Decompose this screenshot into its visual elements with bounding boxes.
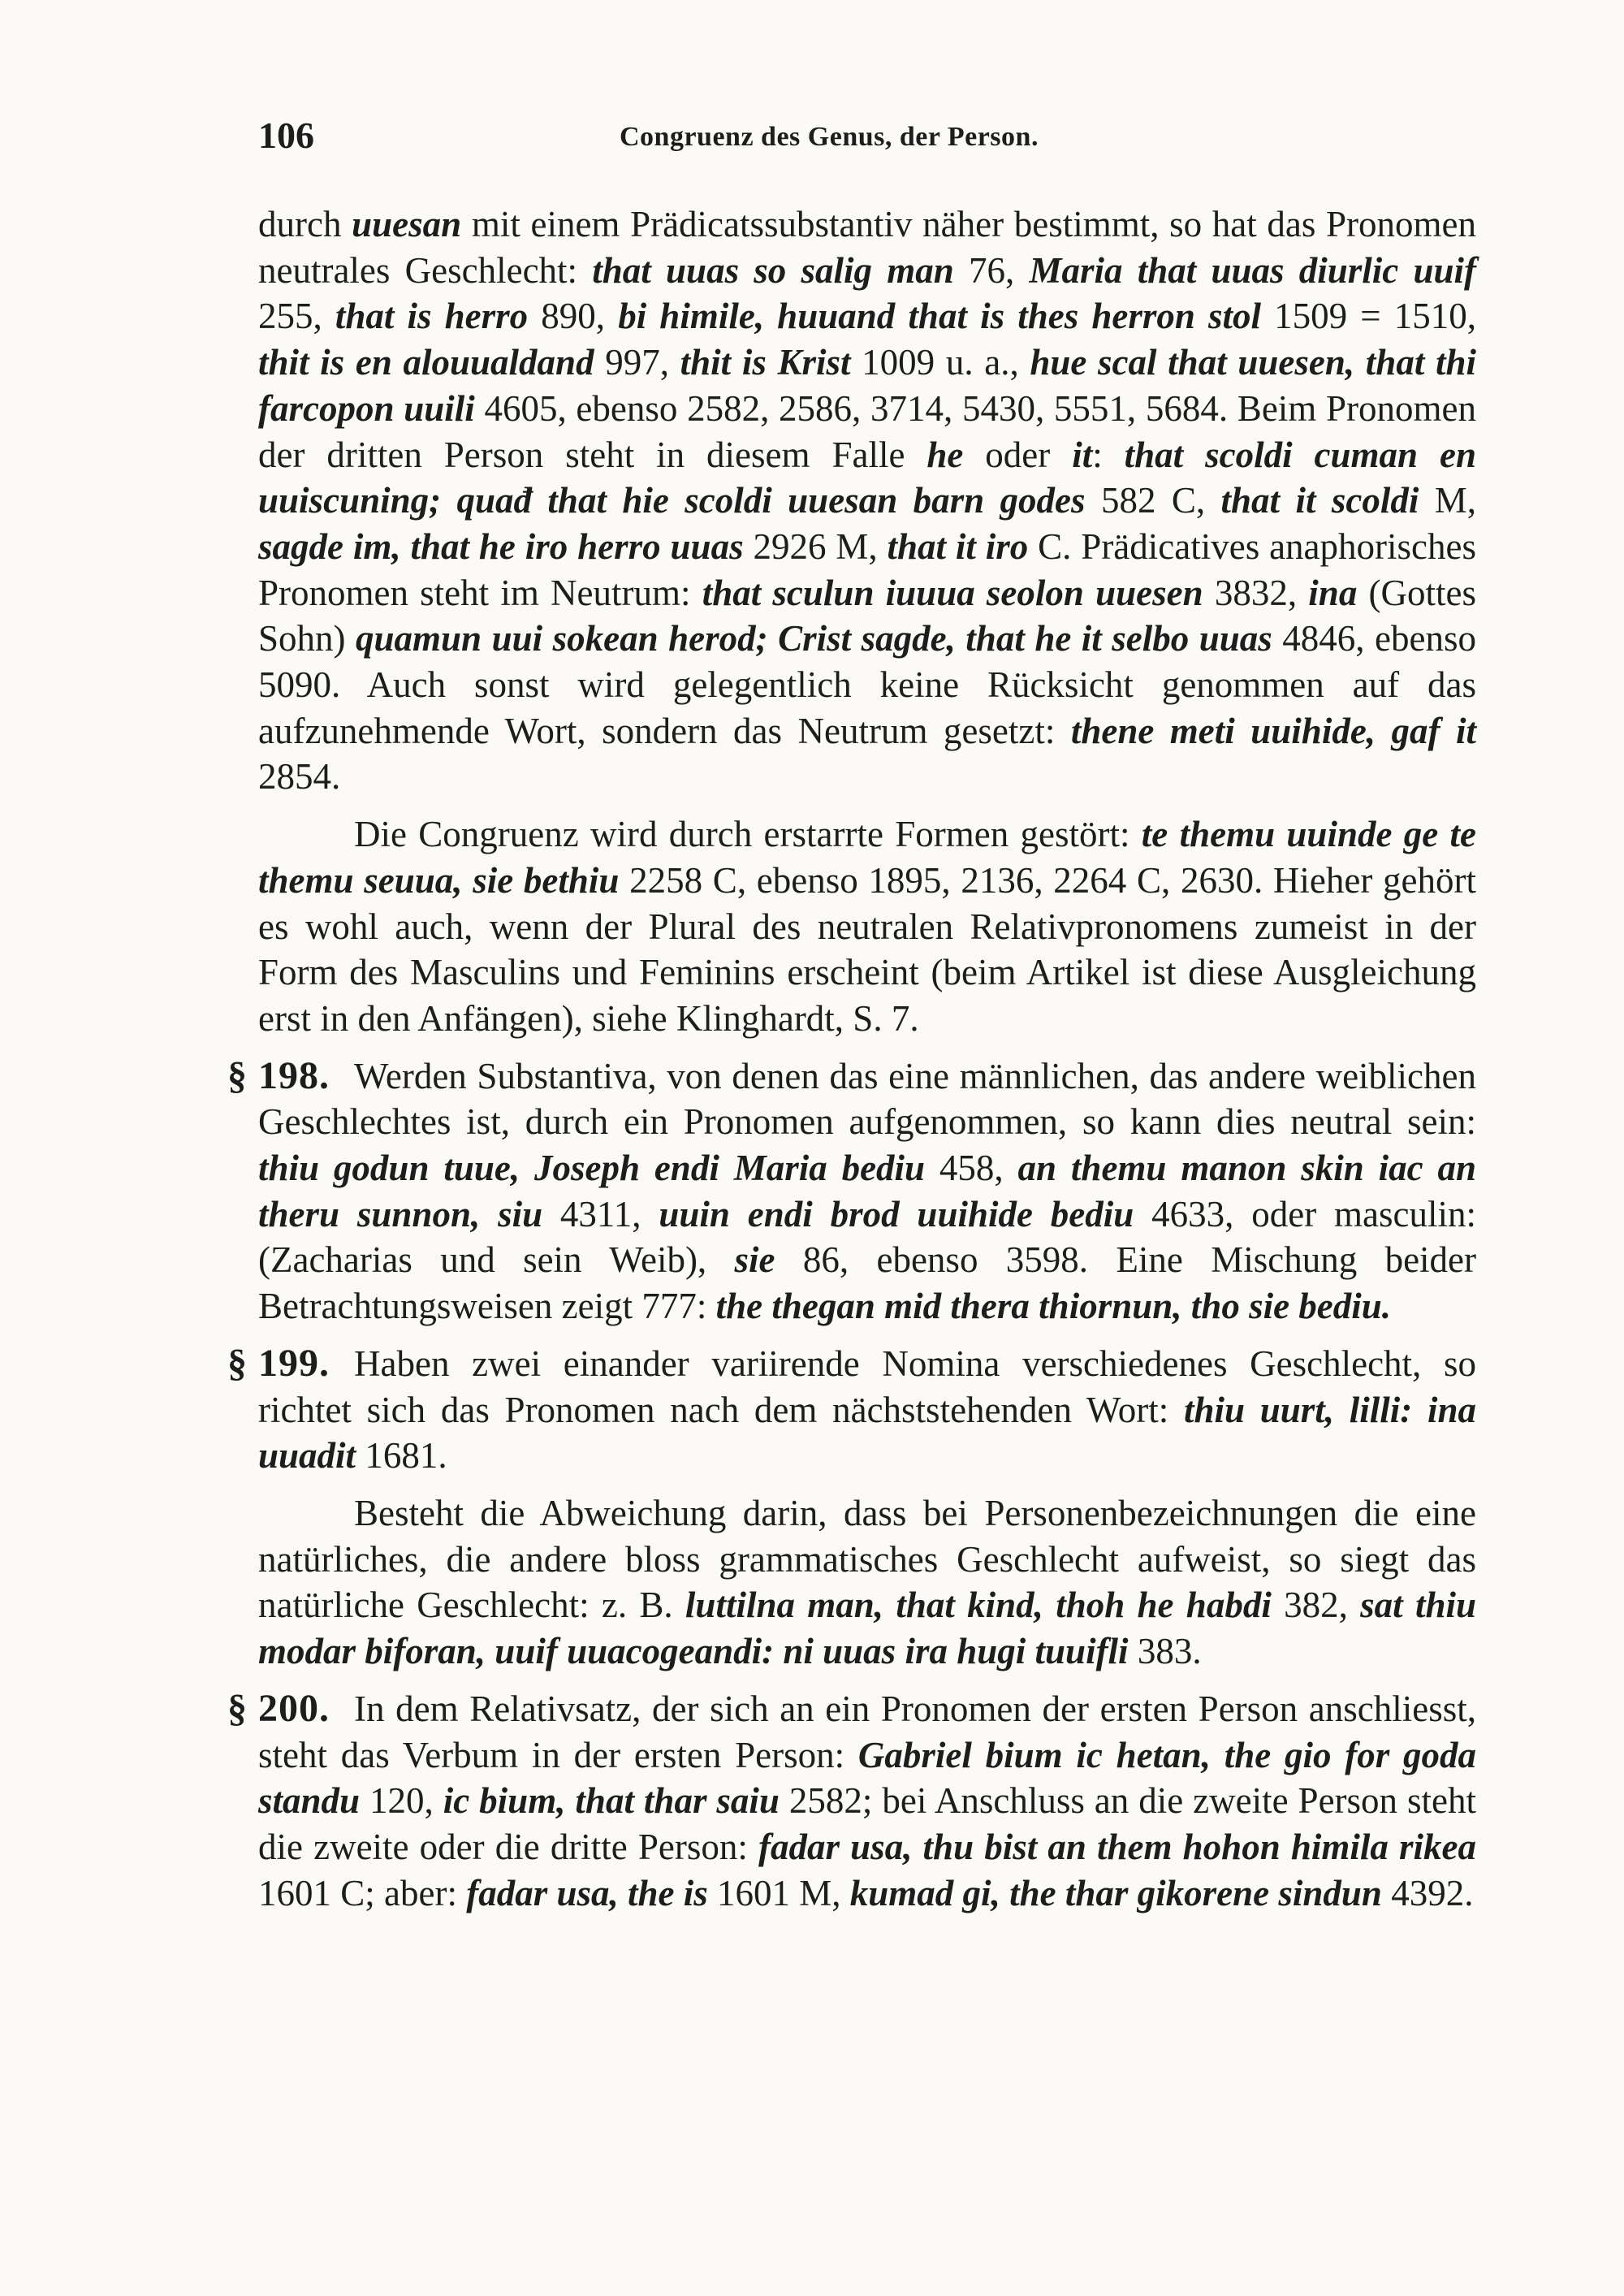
text-run: Werden Substantiva, von denen das eine männlichen, das andere weiblichen Geschlechtes ist, durch ein Pronomen aufgenommen, so kann dies neutral sein: (258, 1055, 1476, 1143)
text-run: Besteht die Abweichung darin, dass bei Personenbezeichnungen die eine natürliches, die andere bloss grammatisches Geschlecht aufweist, so siegt das natürliche Geschlecht: z. B. (258, 1492, 1476, 1626)
text-run: (Gottes Sohn) (258, 572, 1476, 659)
text-run: 2582; bei Anschluss an die zweite Person steht die zweite oder die dritte Person: (258, 1780, 1477, 1867)
quoted-text: thiu uurt, lilli: ina uuadit (258, 1389, 1477, 1477)
text-run: 4392. (1381, 1872, 1474, 1913)
quoted-text: it (1072, 434, 1093, 475)
quoted-text: he (926, 434, 964, 475)
page-header (258, 114, 1411, 162)
quoted-text: uuin endi brod uuihide bediu (659, 1193, 1134, 1234)
text-run: durch (258, 204, 352, 244)
text-run: In dem Relativsatz, der sich an ein Pronomen der ersten Person anschliesst, steht das Verbum in der ersten Person: (258, 1688, 1476, 1775)
text-run: 86, ebenso 3598. Eine Mischung beider Betrachtungsweisen zeigt 777: (258, 1239, 1476, 1327)
quoted-text: thene meti uuihide, gaf it (1070, 710, 1476, 751)
paragraph (227, 1053, 1476, 1330)
text-run: 1009 u. a., (850, 342, 1030, 383)
text-run: 76, (953, 249, 1030, 291)
text-run: 4311, (542, 1193, 659, 1234)
quoted-text: ic bium, that thar saiu (443, 1780, 780, 1822)
quoted-text: luttilna man, that kind, thoh he habdi (685, 1585, 1272, 1626)
section-number: § 199. (227, 1341, 330, 1385)
quoted-text: bi himile, huuand that is thes herron stol (618, 296, 1262, 337)
running-title: Congruenz des Genus, der Person. (620, 122, 1039, 152)
text-run: Haben zwei einander variirende Nomina verschiedenes Geschlecht, so richtet sich das Pronomen nach dem nächststehenden Wort: (258, 1343, 1476, 1430)
paragraph (227, 1686, 1477, 1917)
text-run: 255, (258, 296, 335, 337)
quoted-text: Maria that uuas diurlic uuif (1029, 249, 1477, 291)
text-run: 1601 M, (707, 1872, 850, 1913)
quoted-text: te themu uuinde ge te themu seuua, sie bethiu (258, 814, 1476, 901)
text-run: 4605, ebenso 2582, 2586, 3714, 5430, 5551, 5684. Beim Pronomen der dritten Person steht in diesem Falle (258, 387, 1476, 475)
page-number: 106 (258, 115, 314, 156)
text-run: 997, (594, 342, 680, 383)
quoted-text: that it iro (887, 525, 1029, 567)
paragraph (258, 811, 1476, 1042)
text-run: 2926 M, (743, 525, 888, 567)
quoted-text: that it scoldi (1220, 480, 1419, 521)
text-run: oder (963, 434, 1073, 475)
text-run: 1681. (356, 1435, 447, 1477)
body-text (227, 201, 1477, 1927)
quoted-text: uuesan (352, 204, 462, 244)
text-run: 4633, oder masculin: (Zacharias und sein Weib), (258, 1193, 1476, 1281)
quoted-text: Gabriel bium ic hetan, the gio for goda standu (258, 1734, 1477, 1822)
quoted-text: sie (734, 1239, 775, 1281)
text-run: 582 C, (1085, 480, 1221, 521)
text-run: 382, (1271, 1585, 1361, 1626)
quoted-text: thit is Krist (680, 342, 851, 383)
text-run: mit einem Prädicatssubstantiv näher bestimmt, so hat das Pronomen neutrales Geschlecht: (258, 204, 1476, 291)
quoted-text: ina (1308, 572, 1358, 613)
paragraph (258, 1490, 1476, 1675)
quoted-text: thit is en alouualdand (258, 342, 594, 383)
quoted-text: fadar usa, the is (466, 1872, 708, 1913)
text-run: 2258 C, ebenso 1895, 2136, 2264 C, 2630. Hieher gehört es wohl auch, wenn der Plural des neutralen Relativpronomens zumeist in der Form des Masculins und Feminins erscheint (beim Artikel ist diese Ausgleichung erst in den Anfängen), siehe Klinghardt, S. 7. (258, 859, 1476, 1039)
text-run: : (1092, 434, 1125, 475)
paragraph (258, 201, 1476, 800)
text-run: 4846, ebenso 5090. Auch sonst wird gelegentlich keine Rücksicht genommen auf das aufzunehmende Wort, sondern das Neutrum gesetzt: (258, 618, 1476, 751)
quoted-text: kumad gi, the thar gikorene sindun (849, 1872, 1382, 1913)
text-run: 1509 = 1510, (1261, 296, 1477, 337)
quoted-text: that uuas so salig man (592, 249, 954, 291)
text-run: 1601 C; aber: (258, 1872, 467, 1913)
quoted-text: hue scal that uuesen, that thi farcopon uuili (258, 342, 1477, 429)
text-run: 890, (528, 296, 619, 337)
text-run: 120, (360, 1780, 443, 1822)
section-number: § 198. (227, 1053, 330, 1097)
paragraph (227, 1341, 1477, 1479)
text-run: Die Congruenz wird durch erstarrte Formen gestört: (354, 814, 1142, 855)
quoted-text: the thegan mid thera thiornun, tho sie bediu. (715, 1286, 1392, 1327)
text-run: M, (1419, 480, 1477, 521)
quoted-text: that scoldi cuman en uuiscuning; quađ that hie scoldi uuesan barn godes (258, 434, 1476, 521)
quoted-text: sat thiu modar biforan, uuif uuacogeandi: ni uuas ira hugi tuuifli (258, 1585, 1477, 1672)
section-number: § 200. (227, 1686, 330, 1730)
quoted-text: that sculun iuuua seolon uuesen (702, 572, 1203, 613)
text-run: 458, (925, 1148, 1018, 1189)
quoted-text: thiu godun tuue, Joseph endi Maria bediu (258, 1148, 926, 1189)
quoted-text: quamun uui sokean herod; Crist sagde, that he it selbo uuas (356, 618, 1272, 659)
text-run: 383. (1128, 1631, 1202, 1672)
text-run: C. Prädicatives anaphorisches Pronomen steht im Neutrum: (258, 525, 1476, 613)
quoted-text: an themu manon skin iac an theru sunnon, siu (258, 1148, 1476, 1234)
quoted-text: sagde im, that he iro herro uuas (258, 525, 744, 567)
text-run: 2854. (258, 756, 341, 798)
quoted-text: fadar usa, thu bist an them hohon himila rikea (758, 1826, 1476, 1867)
text-run: 3832, (1203, 572, 1309, 613)
quoted-text: that is herro (335, 296, 529, 337)
